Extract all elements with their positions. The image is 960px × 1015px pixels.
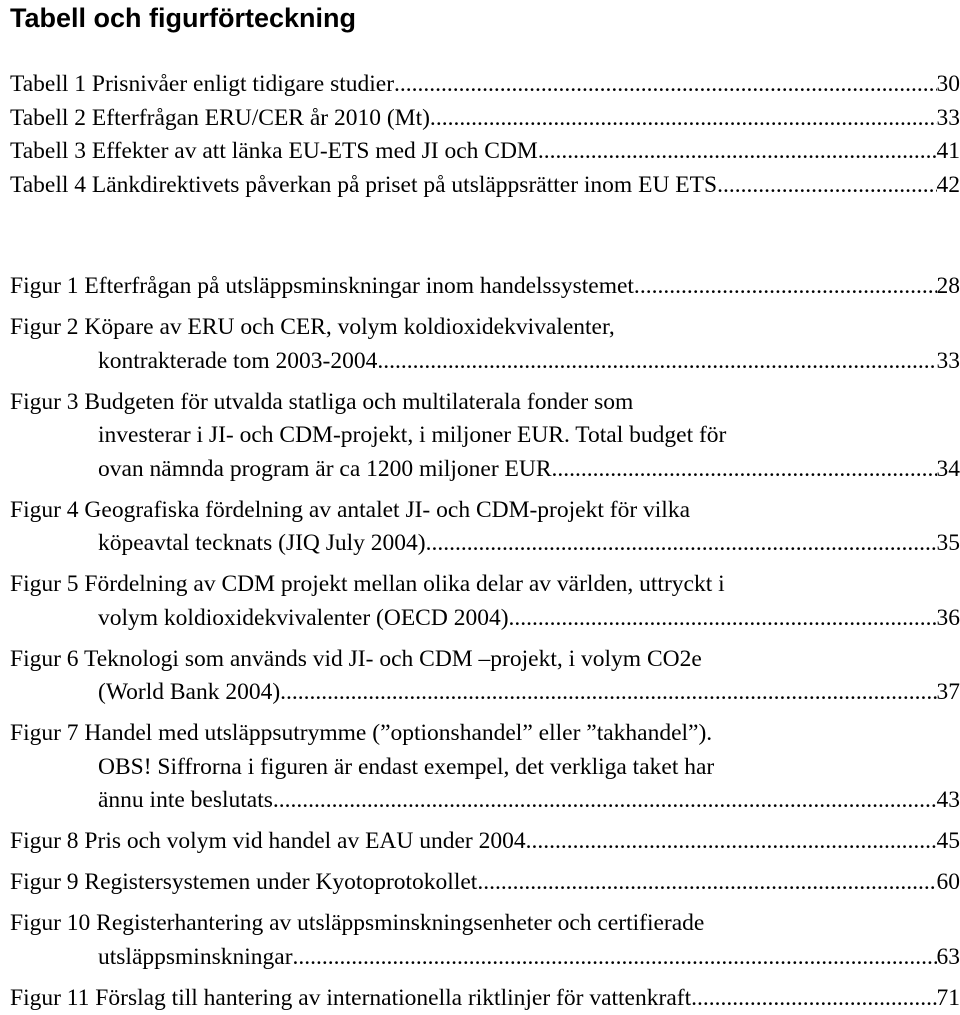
entry-line <box>10 135 960 169</box>
entry-line <box>10 907 960 941</box>
figure-entry[interactable] <box>10 568 960 635</box>
figure-entry[interactable] <box>10 717 960 818</box>
entry-line <box>10 751 960 785</box>
page-number: 42 <box>937 169 960 203</box>
entry-text: ovan nämnda program är ca 1200 miljoner EUR. <box>98 453 557 487</box>
figure-entry[interactable] <box>10 643 960 710</box>
dot-leader <box>514 602 936 636</box>
dot-leader <box>383 345 936 379</box>
entry-text: investerar i JI- och CDM-projekt, i miljoner EUR. Total budget för <box>98 422 726 448</box>
dot-leader <box>532 825 937 859</box>
dot-leader <box>723 169 937 203</box>
table-entry[interactable] <box>10 102 960 136</box>
figure-entry[interactable] <box>10 311 960 378</box>
dot-leader <box>426 527 937 561</box>
entry-text: (World Bank 2004) <box>98 676 280 710</box>
entry-text: köpeavtal tecknats (JIQ July 2004) <box>98 527 426 561</box>
entry-line <box>10 941 960 975</box>
page-number: 28 <box>937 270 960 304</box>
entry-line <box>10 102 960 136</box>
figure-entry[interactable] <box>10 270 960 304</box>
entry-line <box>10 825 960 859</box>
figure-entry[interactable] <box>10 386 960 487</box>
entry-line <box>10 568 960 602</box>
entry-text: Figur 10 Registerhantering av utsläppsminskningsenheter och certifierade <box>10 910 704 936</box>
table-entry[interactable] <box>10 135 960 169</box>
entry-text: Figur 2 Köpare av ERU och CER, volym koldioxidekvivalenter, <box>10 314 615 340</box>
entry-line <box>10 453 960 487</box>
entry-text: Figur 8 Pris och volym vid handel av EAU under 2004. <box>10 825 532 859</box>
entry-line <box>10 169 960 203</box>
page-number: 60 <box>937 866 960 900</box>
dot-leader <box>394 68 936 102</box>
table-entry[interactable] <box>10 169 960 203</box>
page-number: 34 <box>937 453 960 487</box>
dot-leader <box>279 784 937 818</box>
entry-text: Tabell 4 Länkdirektivets påverkan på priset på utsläppsrätter inom EU ETS. <box>10 169 723 203</box>
figure-entry[interactable] <box>10 825 960 859</box>
entry-text: volym koldioxidekvivalenter (OECD 2004). <box>98 602 514 636</box>
entry-text: ännu inte beslutats. <box>98 784 279 818</box>
entry-text: Figur 1 Efterfrågan på utsläppsminskningar inom handelssystemet. <box>10 270 640 304</box>
dot-leader <box>538 135 937 169</box>
entry-line <box>10 311 960 345</box>
entry-line <box>10 68 960 102</box>
figure-entry[interactable] <box>10 494 960 561</box>
page-number: 63 <box>937 941 960 975</box>
figure-entry[interactable] <box>10 907 960 974</box>
page-number: 35 <box>937 527 960 561</box>
figure-entry[interactable] <box>10 866 960 900</box>
dot-leader <box>280 676 936 710</box>
page-heading: Tabell och figurförteckning <box>10 0 356 36</box>
dot-leader <box>557 453 936 487</box>
entry-text: kontrakterade tom 2003-2004. <box>98 345 383 379</box>
entry-text: Tabell 3 Effekter av att länka EU-ETS med JI och CDM <box>10 135 538 169</box>
entry-text: Figur 7 Handel med utsläppsutrymme (”optionshandel” eller ”takhandel”). <box>10 720 712 746</box>
entry-line <box>10 527 960 561</box>
dot-leader <box>293 941 937 975</box>
page-number: 41 <box>937 135 960 169</box>
dot-leader <box>640 270 937 304</box>
entry-line <box>10 676 960 710</box>
page-number: 30 <box>937 68 960 102</box>
entry-line <box>10 643 960 677</box>
entry-line <box>10 602 960 636</box>
entry-text: Figur 4 Geografiska fördelning av antalet JI- och CDM-projekt för vilka <box>10 497 690 523</box>
entry-line <box>10 494 960 528</box>
entry-line <box>10 784 960 818</box>
page-number: 37 <box>937 676 960 710</box>
entry-text: Figur 3 Budgeten för utvalda statliga och multilaterala fonder som <box>10 389 633 415</box>
entry-text: Tabell 2 Efterfrågan ERU/CER år 2010 (Mt). <box>10 102 436 136</box>
entry-line <box>10 386 960 420</box>
entry-line <box>10 419 960 453</box>
page-number: 33 <box>937 345 960 379</box>
entry-text: OBS! Siffrorna i figuren är endast exempel, det verkliga taket har <box>98 754 714 780</box>
page-number: 43 <box>937 784 960 818</box>
entry-line <box>10 717 960 751</box>
entry-line <box>10 345 960 379</box>
entry-text: Figur 11 Förslag till hantering av internationella riktlinjer för vattenkraft <box>10 982 691 1015</box>
page-number: 71 <box>937 982 960 1015</box>
dot-leader <box>483 866 936 900</box>
entry-line <box>10 270 960 304</box>
page-number: 45 <box>937 825 960 859</box>
entry-text: Figur 6 Teknologi som används vid JI- och CDM –projekt, i volym CO2e <box>10 646 702 672</box>
entry-line <box>10 866 960 900</box>
entry-text: utsläppsminskningar <box>98 941 293 975</box>
entry-text: Figur 5 Fördelning av CDM projekt mellan olika delar av världen, uttryckt i <box>10 571 725 597</box>
page-number: 33 <box>937 102 960 136</box>
table-entry[interactable] <box>10 68 960 102</box>
page-number: 36 <box>937 602 960 636</box>
entry-text: Figur 9 Registersystemen under Kyotoprotokollet. <box>10 866 483 900</box>
entry-text: Tabell 1 Prisnivåer enligt tidigare studier <box>10 68 394 102</box>
dot-leader <box>436 102 937 136</box>
